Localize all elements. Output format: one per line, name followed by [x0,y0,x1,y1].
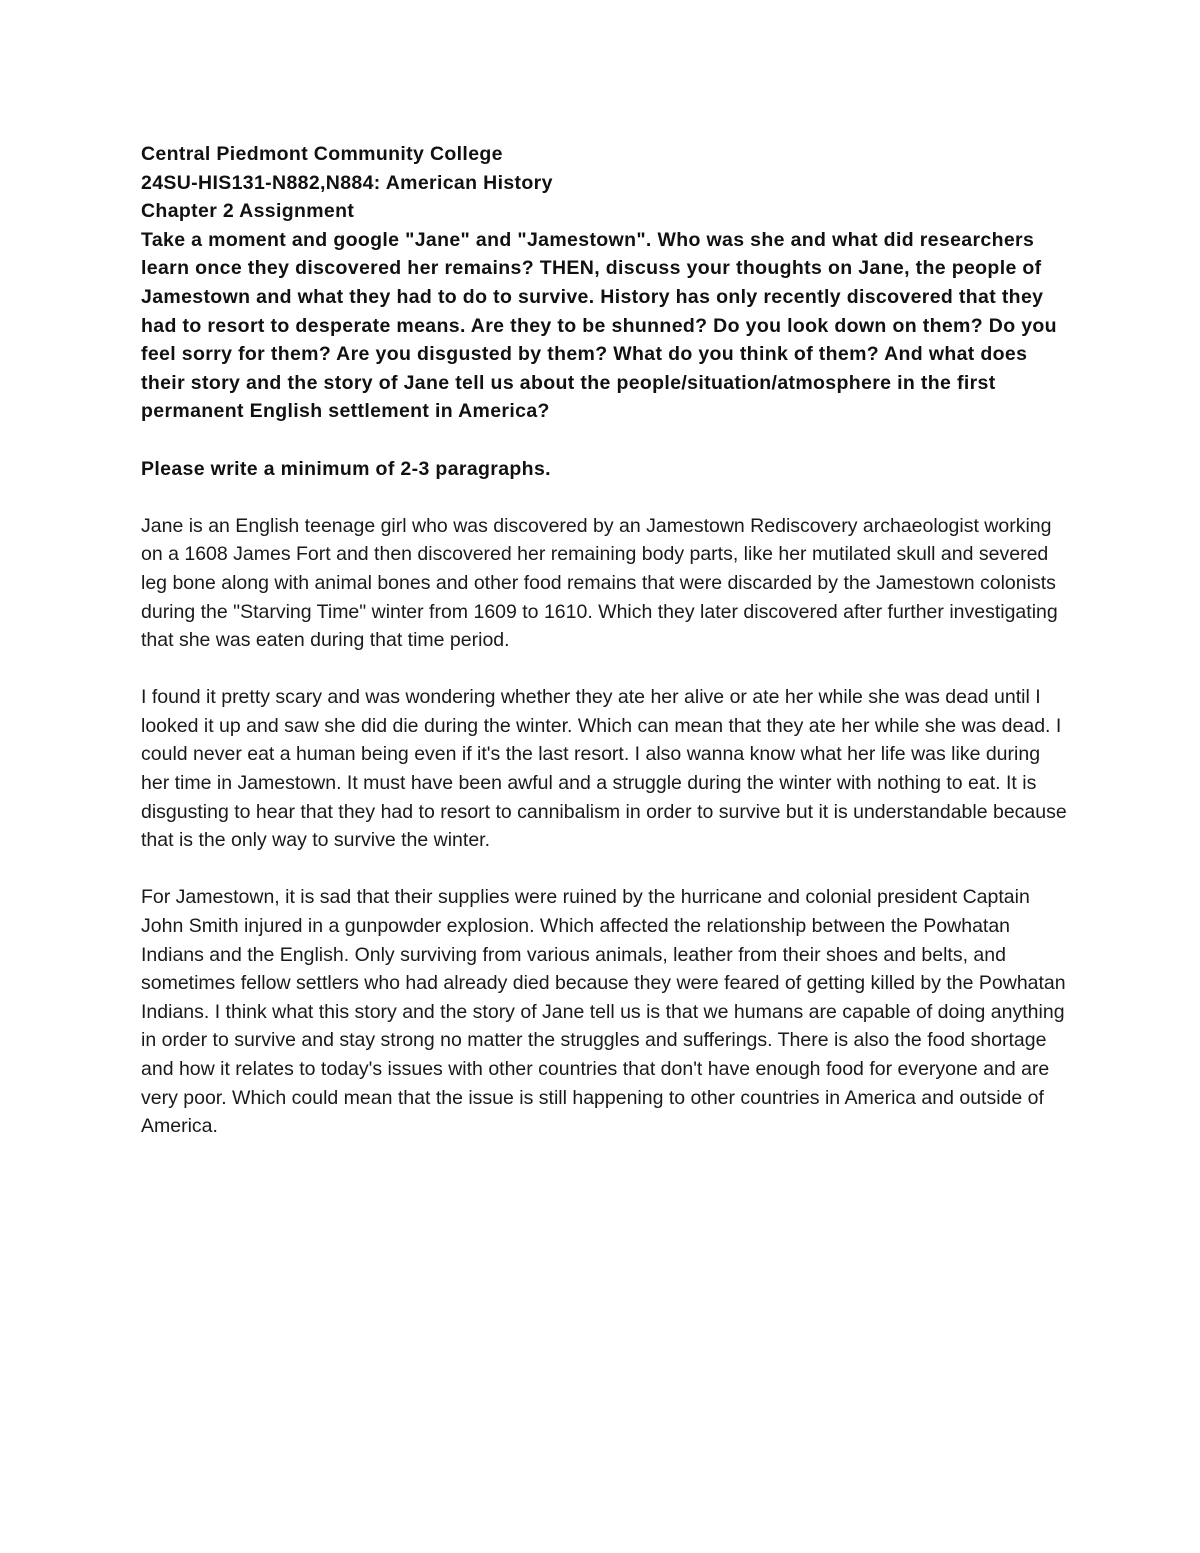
assignment-title: Chapter 2 Assignment [141,200,355,223]
response-paragraph-1: Jane is an English teenage girl who was discovered by an Jamestown Rediscovery archaeologist working on a 1608 James Fort and then discovered her remaining body parts, like her mutilated skull and severed leg bone along with animal bones and other food remains that were discarded by the Jamestown colonists during the "Starving Time" winter from 1609 to 1610. Which they later discovered after further investigating that she was eaten during that time period. [141,514,1058,652]
length-requirement: Please write a minimum of 2-3 paragraphs. [141,457,551,480]
response-paragraph-3: For Jamestown, it is sad that their supplies were ruined by the hurricane and colonial president Captain John Smith injured in a gunpowder explosion. Which affected the relationship between the Powhatan Indians and the English. Only surviving from various animals, leather from their shoes and belts, and sometimes fellow settlers who had already died because they were feared of getting killed by the Powhatan Indians. I think what this story and the story of Jane tell us is that we humans are capable of doing anything in order to survive and stay strong no matter the struggles and sufferings. There is also the food shortage and how it relates to today's issues with other countries that don't have enough food for everyone and are very poor. Which could mean that the issue is still happening to other countries in America and outside of America. [141,886,1066,1138]
course-title: 24SU-HIS131-N882,N884: American History [141,171,553,194]
institution-name: Central Piedmont Community College [141,143,503,165]
response-paragraph-2: I found it pretty scary and was wondering whether they ate her alive or ate her while she was dead until I looked it up and saw she did die during the winter. Which can mean that they ate her while she was dead. I could never eat a human being even if it's the last resort. I also wanna know what her life was like during her time in Jamestown. It must have been awful and a struggle during the winter with nothing to eat. It is disgusting to hear that they had to resort to cannibalism in order to survive but it is understandable because that is the only way to survive the winter. [141,686,1067,852]
assignment-prompt: Take a moment and google "Jane" and "Jamestown". Who was she and what did researchers learn once they discovered her remains? THEN, discuss your thoughts on Jane, the people of Jamestown and what they had to do to survive. History has only recently discovered that they had to resort to desperate means. Are they to be shunned? Do you look down on them? Do you feel sorry for them? Are you disgusted by them? What do you think of them? And what does their story and the story of Jane tell us about the people/situation/atmosphere in the first permanent English settlement in America? [141,228,1057,423]
document-content [141,140,1071,1141]
